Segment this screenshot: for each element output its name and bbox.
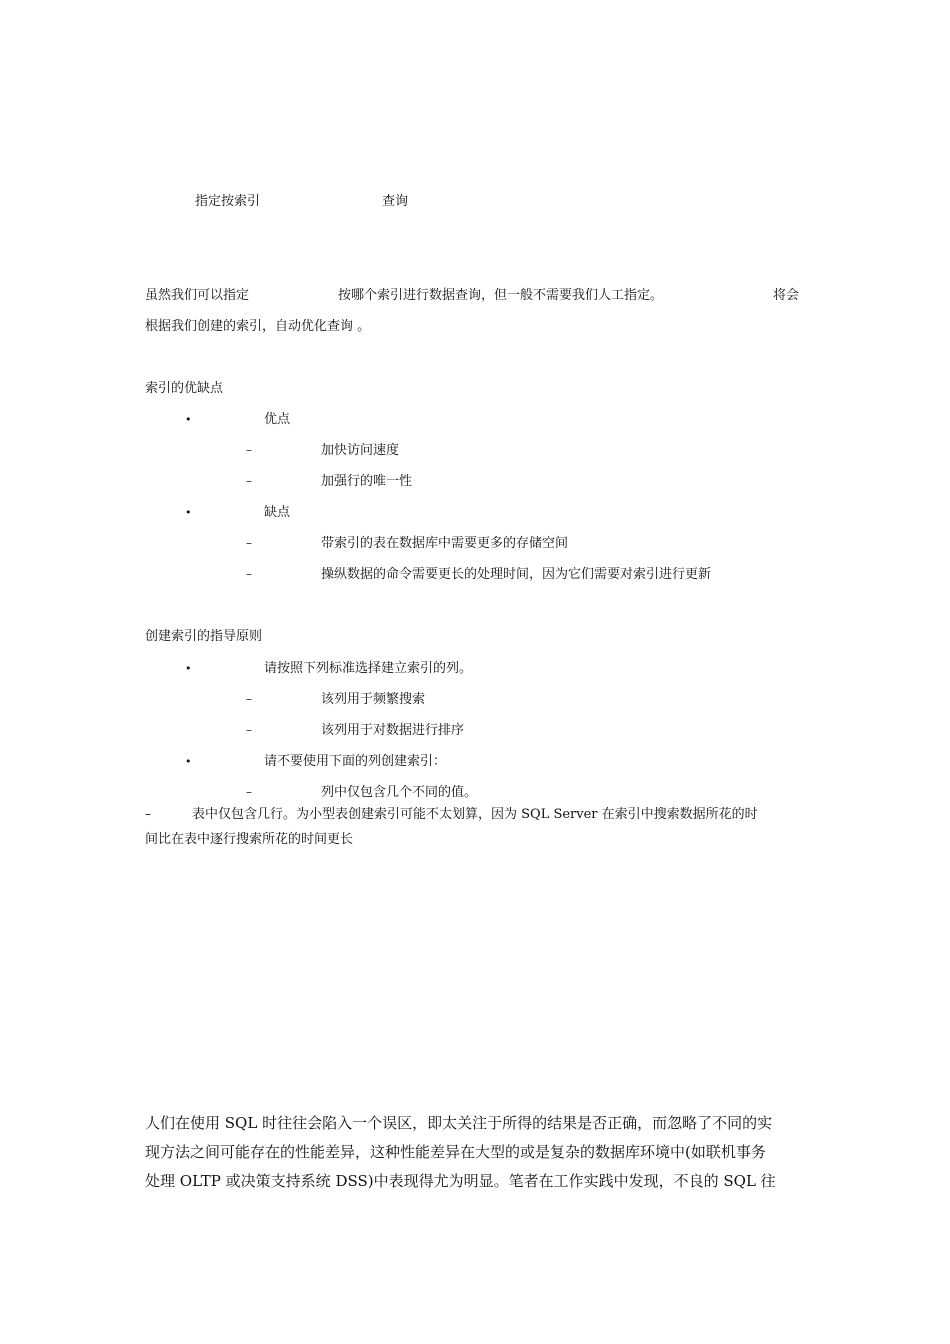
intro-line2: 根据我们创建的索引，自动优化查询 。 [145, 319, 371, 334]
dash-pros-1: – [246, 474, 252, 488]
pros-item-0: 加快访问速度 [321, 443, 400, 458]
dash-cons-1: – [246, 567, 252, 581]
cons-item-1: 操纵数据的命令需要更长的处理时间，因为它们需要对索引进行更新 [321, 567, 712, 582]
guidelines-do-item-1: 该列用于对数据进行排序 [321, 723, 465, 738]
guidelines-extra-dash: – [145, 807, 151, 821]
intro-line1-part3: 将会 [773, 288, 800, 303]
intro-line1-part2: 按哪个索引进行数据查询，但一般不需要我们人工指定。 [338, 288, 664, 303]
guidelines-dont-item-0: 列中仅包含几个不同的值。 [321, 785, 478, 800]
heading-left: 指定按索引 [195, 194, 261, 209]
closing-line2: 现方法之间可能存在的性能差异，这种性能差异在大型的或是复杂的数据库环境中(如联机事务 [145, 1143, 766, 1161]
dash-do-1: – [246, 723, 252, 737]
closing-line3: 处理 OLTP 或决策支持系统 DSS)中表现得尤为明显。笔者在工作实践中发现，不良的 SQL 往 [145, 1172, 776, 1190]
dash-cons-0: – [246, 536, 252, 550]
dash-pros-0: – [246, 443, 252, 457]
guidelines-extra-line2: 间比在表中逐行搜索所花的时间更长 [145, 832, 354, 847]
cons-item-0: 带索引的表在数据库中需要更多的存储空间 [321, 536, 569, 551]
bullet-cons: • [185, 506, 192, 519]
guidelines-do-label: 请按照下列标准选择建立索引的列。 [264, 661, 473, 676]
dash-do-0: – [246, 692, 252, 706]
guidelines-extra-line1: 表中仅包含几行。为小型表创建索引可能不太划算，因为 SQL Server 在索引中搜索数据所花的时 [192, 807, 758, 822]
bullet-do: • [185, 662, 192, 675]
intro-line1-part1: 虽然我们可以指定 [145, 288, 250, 303]
heading-right: 查询 [382, 194, 409, 209]
pros-label: 优点 [264, 412, 291, 427]
guidelines-do-item-0: 该列用于频繁搜索 [321, 692, 426, 707]
bullet-dont: • [185, 755, 192, 768]
guidelines-title: 创建索引的指导原则 [145, 629, 263, 644]
pros-cons-title: 索引的优缺点 [145, 381, 224, 396]
cons-label: 缺点 [264, 505, 291, 520]
pros-item-1: 加强行的唯一性 [321, 474, 413, 489]
bullet-pros: • [185, 413, 192, 426]
dash-dont-0: – [246, 785, 252, 799]
guidelines-dont-label: 请不要使用下面的列创建索引： [264, 754, 447, 769]
closing-line1: 人们在使用 SQL 时往往会陷入一个误区，即太关注于所得的结果是否正确，而忽略了不同的实 [145, 1114, 773, 1132]
